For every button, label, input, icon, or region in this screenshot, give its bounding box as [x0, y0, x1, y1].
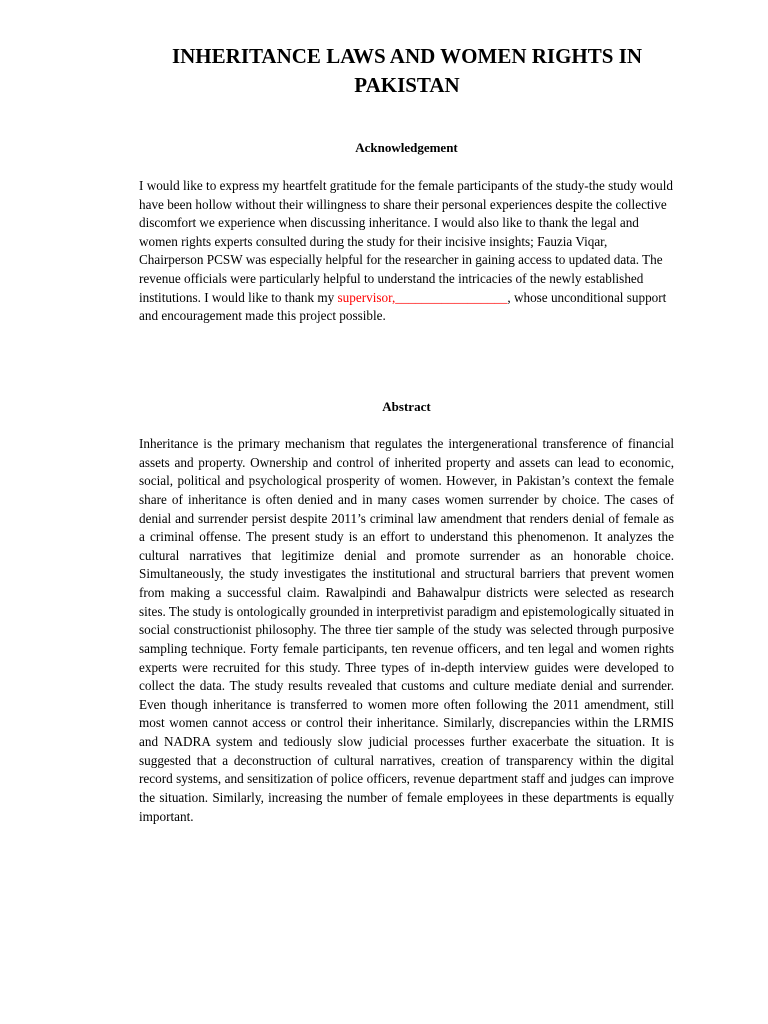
- acknowledgement-paragraph: [139, 177, 674, 326]
- abstract-heading: Abstract: [382, 399, 431, 414]
- acknowledgement-text-end: , whose unconditional support and encouragement made this project possible.: [139, 289, 667, 324]
- abstract-paragraph: Inheritance is the primary mechanism that regulates the intergenerational transference of financial assets and property. Ownership and control of inherited property and assets can lead to economic, social, political and psychological prosperity of women. However, in Pakistan’s context the female share of inheritance is often denied and in many cases women surrender by choice. The cases of denial and surrender persist despite 2011’s criminal law amendment that renders denial of female as a criminal offense. The present study is an effort to understand this phenomenon. It analyzes the cultural narratives that legitimize denial and promote surrender as an honorable choice. Simultaneously, the study investigates the institutional and structural barriers that prevent women from making a successful claim. Rawalpindi and Bahawalpur districts were selected as research sites. The study is ontologically grounded in interpretivist paradigm and epistemologically situated in social constructionist philosophy. The three tier sample of the study was selected through purposive sampling technique. Forty female participants, ten revenue officers, and ten legal and women rights experts were recruited for this study. Three types of in-depth interview guides were developed to collect the data. The study results revealed that customs and culture mediate denial and surrender. Even though inheritance is transferred to women more often following the 2011 amendment, still most women cannot access or control their inheritance. Similarly, discrepancies within the LRMIS and NADRA system and tediously slow judicial processes further exacerbate the situation. It is suggested that a deconstruction of cultural narratives, creation of transparency within the digital record systems, and sensitization of police officers, revenue department staff and judges can improve the situation. Similarly, increasing the number of female employees in these departments is equally important.: [139, 436, 674, 824]
- acknowledgement-heading: Acknowledgement: [355, 140, 458, 155]
- acknowledgement-text: I would like to express my heartfelt gratitude for the female participants of the study-the study would have been hollow without their willingness to share their personal experiences despite the collective discomfort we experience when discussing inheritance. I would also like to thank the legal and women rights experts consulted during the study for their incisive insights; Fauzia Viqar, Chairperson PCSW was especially helpful for the researcher in gaining access to updated data. The revenue officials were particularly helpful to understand the intricacies of the newly established institutions. I would like to thank my: [139, 178, 673, 305]
- supervisor-placeholder: supervisor,_________________: [337, 289, 508, 305]
- document-title: INHERITANCE LAWS AND WOMEN RIGHTS IN PAKISTAN: [171, 44, 643, 97]
